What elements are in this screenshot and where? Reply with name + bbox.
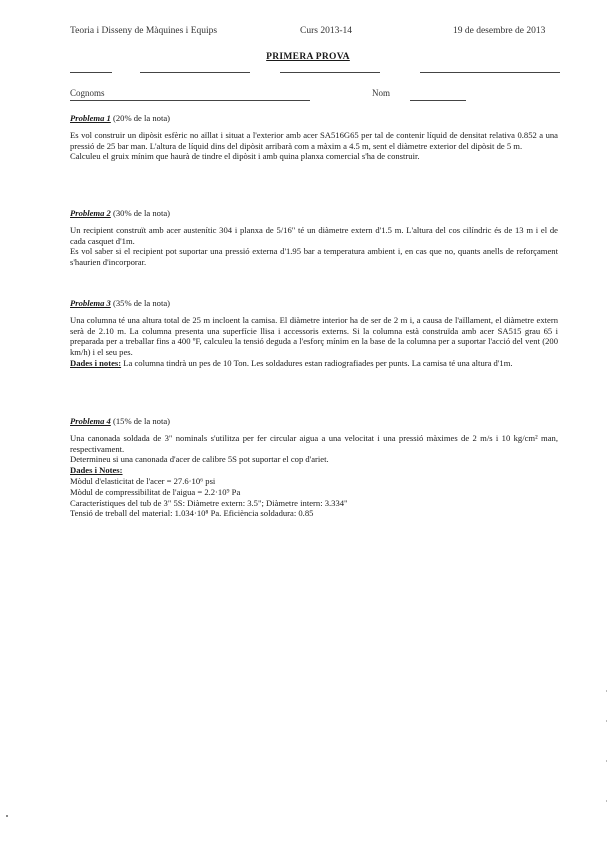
problem-3 (70, 298, 558, 369)
academic-year: Curs 2013-14 (300, 26, 352, 36)
problem-4-weight: (15% de la nota) (112, 416, 171, 426)
problem-3-name: Problema 3 (70, 298, 111, 308)
name-label: Nom (372, 88, 390, 98)
problem-3-notes-label: Dades i notes: (70, 357, 122, 368)
scan-edge-mark-3 (606, 760, 607, 762)
scan-edge-mark-4 (606, 800, 607, 802)
page-title: PRIMERA PROVA (266, 52, 350, 62)
surname-label: Cognoms (70, 88, 105, 98)
problem-1-name: Problema 1 (70, 113, 111, 123)
scan-speck (6, 815, 8, 817)
data-line-work-stress: Tensió de treball del material: 1.034·10⁸ Pa. Eficiència soldadura: 0.85 (70, 508, 314, 519)
problem-4-title (70, 416, 558, 427)
problem-2-weight: (30% de la nota) (112, 208, 171, 218)
data-line-pipe-specs: Característiques del tub de 3" 5S: Diàmetre extern: 3.5"; Diàmetre intern: 3.334" (70, 497, 348, 508)
surname-field-line[interactable] (70, 100, 310, 101)
scan-edge-mark-2 (606, 720, 607, 722)
data-line-elasticity: Mòdul d'elasticitat de l'acer = 27.6·10⁶ psi (70, 475, 216, 486)
problem-2-statement: Un recipient construït amb acer austenític 304 i planxa de 5/16" té un diàmetre extern d'1.5 m. L'altura del cos cilíndric és de 13 m i el de cada casquet d'1m. (70, 224, 558, 246)
problem-4-data-label: Dades i Notes: (70, 465, 123, 476)
problem-3-weight: (35% de la nota) (112, 298, 171, 308)
problem-4-statement: Una canonada soldada de 3" nominals s'utilitza per fer circular aigua a una velocitat i una pressió màximes de 2 m/s i 10 kg/cm² man, respectivament. (70, 432, 558, 454)
header-rule-2 (140, 72, 250, 73)
scan-edge-mark-1 (606, 690, 607, 692)
exam-date: 19 de desembre de 2013 (453, 26, 546, 36)
problem-3-statement: Una columna té una altura total de 25 m incloent la camisa. El diàmetre interior ha de ser de 2 m i, a causa de l'aïllament, el diàmetre extern serà de 2.10 m. La columna presenta una superfície llisa i accessoris externs. Si la columna està construïda amb acer SA515 grau 65 i preparada per a treballar fins a 400 ºF, calculeu la tensió deguda a l'esforç mínim en la base de la columna per a suportar l'acció del vent (200 km/h) i el seu pes. (70, 314, 558, 358)
problem-3-notes (70, 358, 558, 369)
problem-3-title (70, 298, 558, 309)
data-line-compressibility: Mòdul de compressibilitat de l'aigua = 2.2·10⁹ Pa (70, 486, 241, 497)
name-field-line[interactable] (410, 100, 466, 101)
problem-2 (70, 208, 558, 268)
problem-2-title (70, 208, 558, 219)
problem-4 (70, 416, 558, 519)
problem-4-question: Determineu si una canonada d'acer de calibre 5S pot suportar el cop d'ariet. (70, 454, 329, 465)
problem-1-title (70, 113, 558, 124)
problem-3-notes-text: La columna tindrà un pes de 10 Ton. Les soldadures estan radiografiades per punts. La camisa té una altura d'1m. (121, 357, 513, 368)
problem-4-name: Problema 4 (70, 416, 111, 426)
problem-2-name: Problema 2 (70, 208, 111, 218)
problem-1 (70, 113, 558, 162)
problem-2-question: Es vol saber si el recipient pot suportar una pressió externa d'1.95 bar a temperatura ambient i, en cas que no, quants anells de reforçament s'haurien d'incorporar. (70, 246, 558, 268)
header-rule-3 (280, 72, 380, 73)
header-rule-1 (70, 72, 112, 73)
problem-1-statement: Es vol construir un dipòsit esfèric no aïllat i situat a l'exterior amb acer SA516G65 per tal de contenir líquid de densitat relativa 0.852 a una pressió de 25 bar man. L'altura de líquid dins del dipòsit arribarà com a màxim a 4.5 m, sent el diàmetre exterior del dipòsit de 5 m. (70, 129, 558, 151)
problem-1-question: Calculeu el gruix mínim que haurà de tindre el dipòsit i amb quina planxa comercial s'ha de construir. (70, 151, 420, 162)
header-rule-4 (420, 72, 560, 73)
problem-1-weight: (20% de la nota) (112, 113, 171, 123)
course-name: Teoria i Disseny de Màquines i Equips (70, 26, 218, 36)
